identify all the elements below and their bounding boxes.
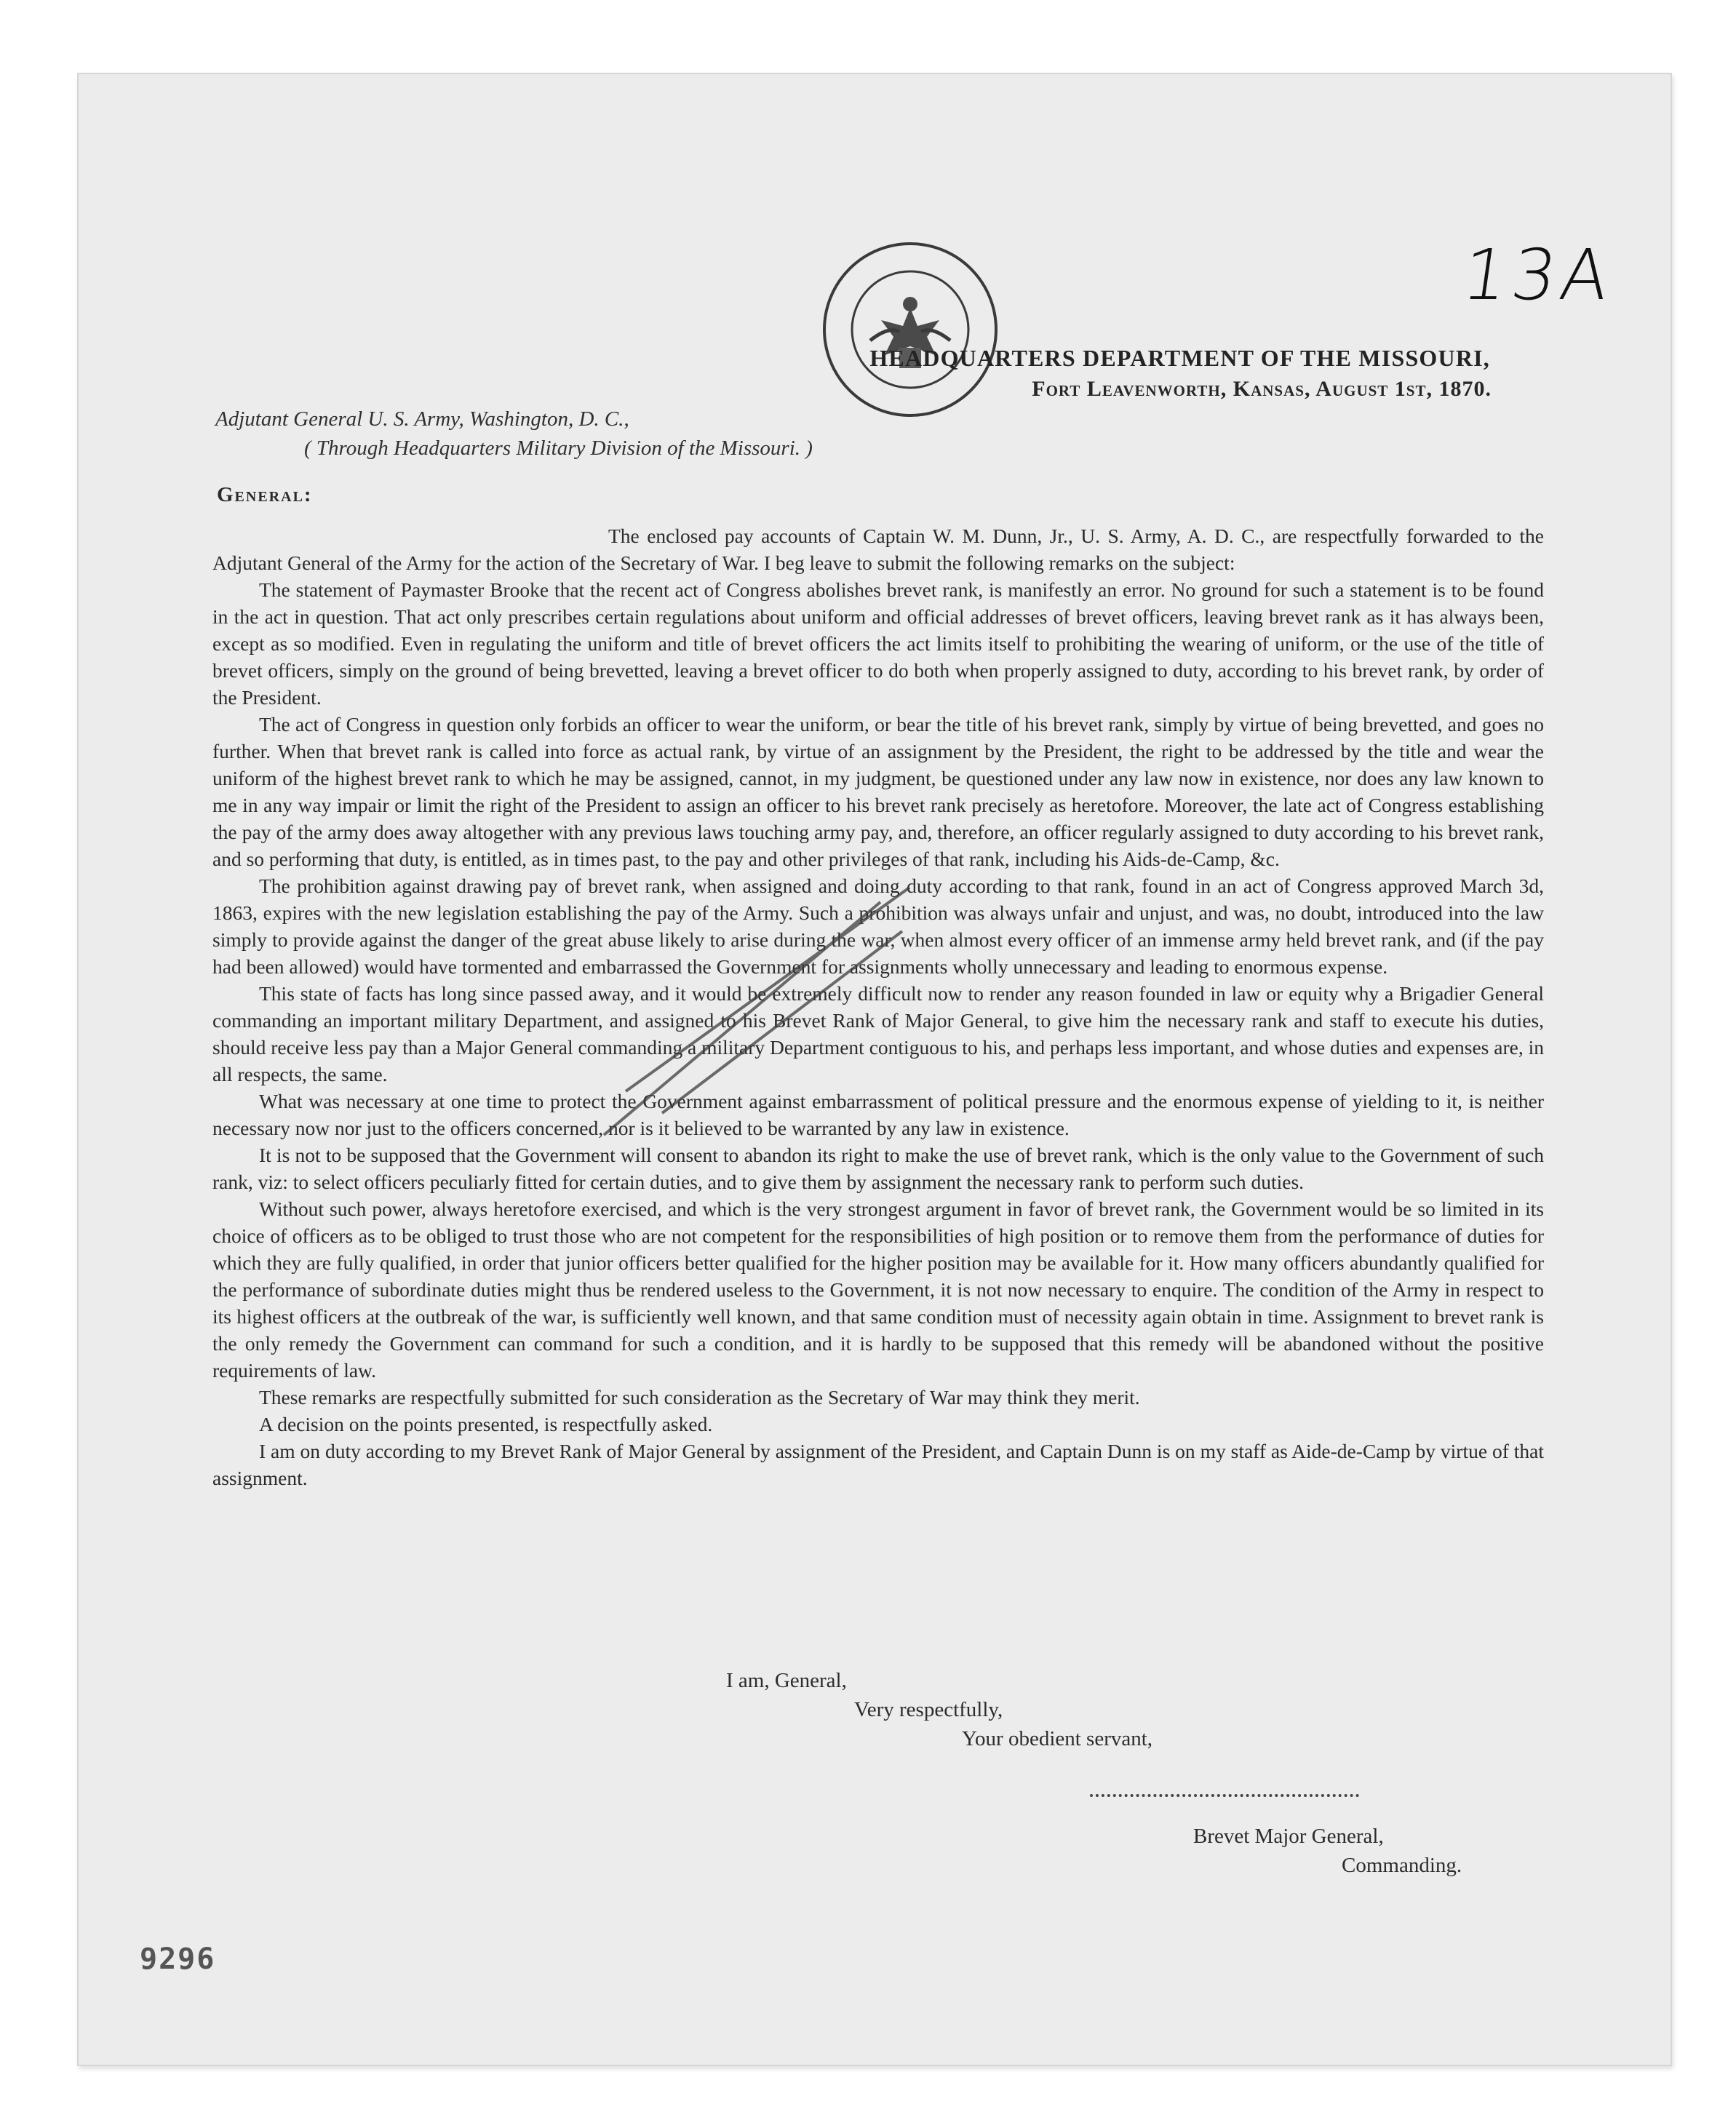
paragraph: These remarks are respectfully submitted for such consideration as the Secretary of War may think they merit.: [259, 1386, 1140, 1408]
letterhead-place-date: Fort Leavenworth, Kansas, August 1st, 1870.: [1032, 377, 1492, 401]
paragraph: The statement of Paymaster Brooke that the recent act of Congress abolishes brevet rank, is manifestly an error. No ground for such a statement is to be found in the act in question. That act only prescribes certain regulations about uniform and official addresses of brevet officers, leaving brevet rank as it has always been, except as so modified. Even in regulating the uniform and title of brevet officers the act limits itself to prohibiting the wearing of uniform, or the use of the title of brevet officers, simply on the ground of being brevetted, leaving a brevet officer to do both when properly assigned to duty, according to his brevet rank, by order of the President.: [212, 578, 1544, 709]
paragraph: The prohibition against drawing pay of brevet rank, when assigned and doing duty according to that rank, found in an act of Congress approved March 3d, 1863, expires with the new legislation establishing the pay of the Army. Such a prohibition was always unfair and unjust, and was, no doubt, introduced into the law simply to provide against the danger of the great abuse likely to arise during the war, when almost every officer of an immense army held brevet rank, and (if the pay had been allowed) would have tormented and embarrassed the Government for assignments wholly unnecessary and leading to enormous expense.: [212, 874, 1544, 978]
letter-body: [212, 522, 1544, 1491]
paragraph: What was necessary at one time to protect the Government against embarrassment of political pressure and the enormous expense of yielding to it, is neither necessary now nor just to the officers concerned, nor is it believed to be warranted by any law in existence.: [212, 1090, 1544, 1139]
signature-subtitle: Commanding.: [1342, 1854, 1462, 1877]
letterhead-title: HEADQUARTERS DEPARTMENT OF THE MISSOURI,: [869, 345, 1490, 371]
page-stamp-number: 9296: [140, 1942, 216, 1976]
paragraph: Without such power, always heretofore exercised, and which is the very strongest argument in favor of brevet rank, the Government would be so limited in its choice of officers as to be obliged to trust those who are not competent for the responsibilities of high position or to remove them from the performance of duties for which they are fully qualified, in order that junior officers better qualified for the higher position may be available for it. How many officers abundantly qualified for the performance of subordinate duties might thus be rendered useless to the Government, it is not now necessary to enquire. The condition of the Army in respect to its highest officers at the outbreak of the war, is sufficiently well known, and that same condition must of necessity again obtain in time. Assignment to brevet rank is the only remedy the Government can command for such a condition, and it is hardly to be supposed that this remedy will be abandoned without the positive requirements of law.: [212, 1198, 1544, 1382]
closing-line-2: Very respectfully,: [854, 1698, 1003, 1721]
paragraph: It is not to be supposed that the Government will consent to abandon its right to make the use of brevet rank, which is the only value to the Government of such rank, viz: to select officers peculiarly fitted for certain duties, and to give them by assignment the necessary rank to perform such duties.: [212, 1144, 1544, 1193]
addressee-line: Adjutant General U. S. Army, Washington, D. C.,: [215, 407, 629, 431]
paragraph: This state of facts has long since passed away, and it would be extremely difficult now to render any reason founded in law or equity why a Brigadier General commanding an important military Department, and assigned to his Brevet Rank of Major General, to give him the necessary rank and staff to execute his duties, should receive less pay than a Major General commanding a military Department contiguous to his, and perhaps less important, and whose duties and expenses are, in all respects, the same.: [212, 982, 1544, 1085]
salutation: General:: [217, 483, 313, 506]
signature-line: [1090, 1794, 1359, 1797]
closing-line-3: Your obedient servant,: [962, 1727, 1153, 1750]
addressee-routing-line: ( Through Headquarters Military Division of the Missouri. ): [304, 437, 813, 460]
paragraph: The enclosed pay accounts of Captain W. M. Dunn, Jr., U. S. Army, A. D. C., are respectfully forwarded to the Adjutant General of the Army for the action of the Secretary of War. I beg leave to submit the following remarks on the subject:: [212, 525, 1544, 574]
closing-line-1: I am, General,: [726, 1669, 847, 1692]
paragraph: I am on duty according to my Brevet Rank of Major General by assignment of the President, and Captain Dunn is on my staff as Aide-de-Camp by virtue of that assignment.: [212, 1440, 1544, 1489]
signature-title: Brevet Major General,: [1193, 1825, 1384, 1848]
paragraph: A decision on the points presented, is respectfully asked.: [259, 1413, 713, 1435]
paragraph: The act of Congress in question only forbids an officer to wear the uniform, or bear the title of his brevet rank, simply by virtue of being brevetted, and goes no further. When that brevet rank is called into force as actual rank, by virtue of an assignment by the President, the right to be addressed by the title and wear the uniform of the highest brevet rank to which he may be assigned, cannot, in my judgment, be questioned under any law now in existence, nor does any law known to me in any way impair or limit the right of the President to assign an officer to his brevet rank precisely as heretofore. Moreover, the late act of Congress establishing the pay of the army does away altogether with any previous laws touching army pay, and, therefore, an officer regularly assigned to duty according to his brevet rank, and so performing that duty, is entitled, as in times past, to the pay and other privileges of that rank, including his Aids-de-Camp, &c.: [212, 713, 1544, 870]
archive-number: 13A: [1457, 234, 1619, 316]
